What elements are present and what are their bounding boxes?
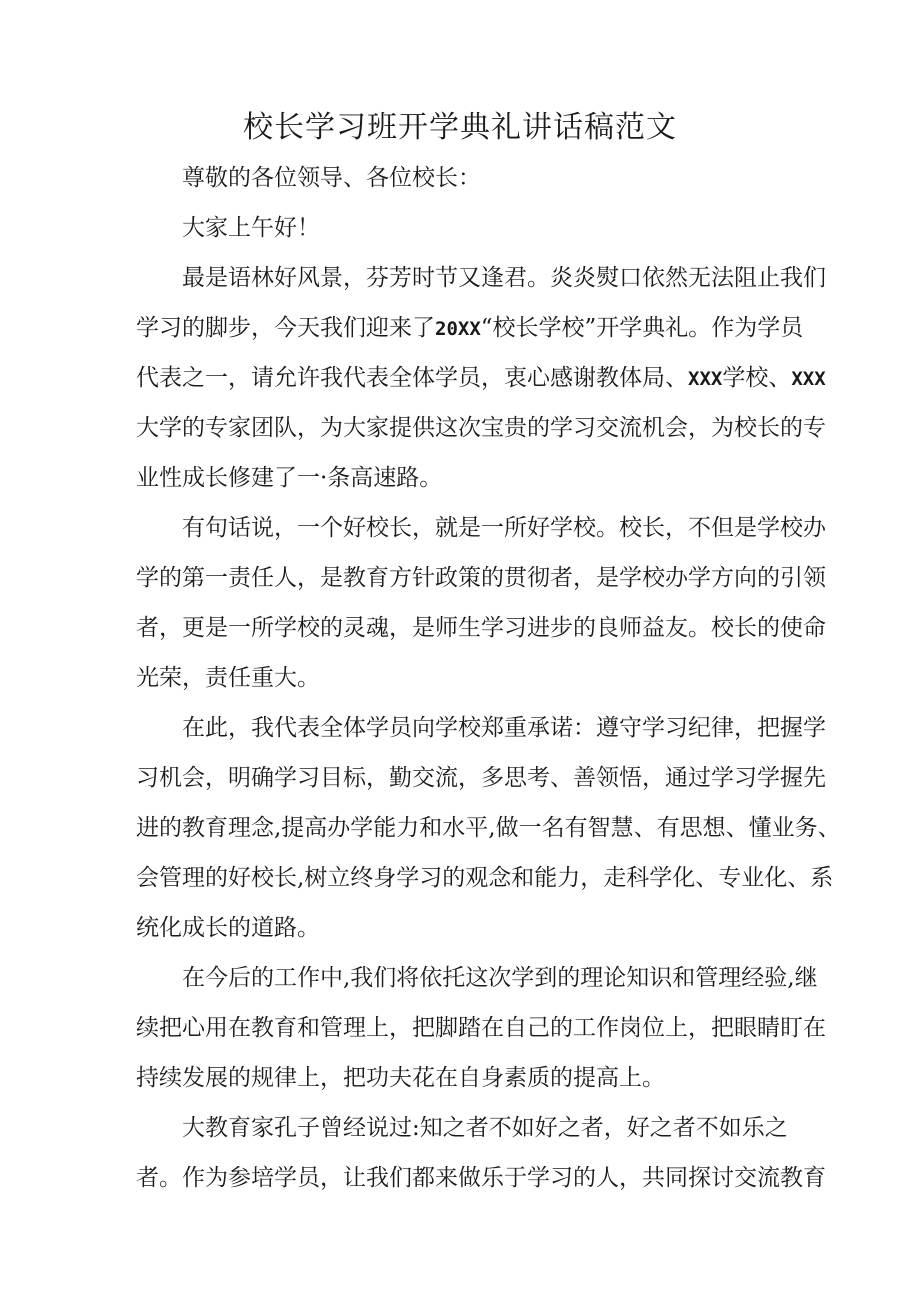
paragraph-4-line-1: 在今后的工作中,我们将依托这次学到的理论知识和管理经验,继 [182, 965, 818, 991]
paragraph-3-line-1: 在此，我代表全体学员向学校郑重承诺：遵守学习纪律，把握学 [182, 715, 826, 741]
paragraph-1-line-4: 大学的专家团队，为大家提供这次宝贵的学习交流机会，为校长的专 [136, 415, 826, 441]
paragraph-3-line-2: 习机会，明确学习目标，勤交流，多思考、善领悟，通过学习学握先 [136, 765, 826, 791]
paragraph-1-line-3-part-1: 代表之一，请允许我代表全体学员，衷心感谢教体局、 [136, 365, 688, 391]
paragraph-3-line-4: 会管理的好校长,树立终身学习的观念和能力，走科学化、专业化、系 [136, 865, 834, 891]
greeting: 大家上午好！ [182, 215, 320, 241]
paragraph-1-line-5: 业性成长修建了一·条高速路。 [136, 465, 443, 491]
paragraph-4-line-2: 续把心用在教育和管理上，把脚踏在自己的工作岗位上，把眼睛盯在 [136, 1015, 826, 1041]
document-title: 校长学习班开学典礼讲话稿范文 [243, 110, 677, 145]
school-placeholder: XXX [688, 368, 723, 390]
paragraph-3-line-5: 统化成长的道路。 [136, 915, 320, 941]
paragraph-1-line-2 [136, 312, 804, 345]
paragraph-2-line-2: 学的第一责任人，是教育方针政策的贯彻者，是学校办学方向的引领 [136, 565, 826, 591]
university-placeholder: XXX [791, 368, 826, 390]
paragraph-3-line-3: 进的教育理念,提高办学能力和水平,做一名有智慧、有思想、懂业务、 [136, 815, 841, 841]
paragraph-4-line-3: 持续发展的规律上，把功夫花在自身素质的提高上。 [136, 1065, 665, 1091]
paragraph-1-line-1: 最是语林好风景，芬芳时节又逢君。炎炎熨口依然无法阻止我们 [182, 265, 826, 291]
paragraph-1-line-2-part-1: 学习的脚步，今天我们迎来了 [136, 315, 435, 341]
paragraph-5-line-2: 者。作为参培学员，让我们都来做乐于学习的人，共同探讨交流教育 [136, 1165, 826, 1191]
paragraph-2-line-3: 者，更是一所学校的灵魂，是师生学习进步的良师益友。校长的使命 [136, 615, 826, 641]
salutation: 尊敬的各位领导、各位校长： [182, 165, 481, 191]
paragraph-2-line-4: 光荣，责任重大。 [136, 665, 320, 691]
paragraph-1-line-3 [136, 362, 826, 395]
paragraph-5-line-1: 大教育家孔子曾经说过:知之者不如好之者，好之者不如乐之 [182, 1115, 788, 1141]
year-placeholder: 20XX [435, 318, 481, 340]
paragraph-2-line-1: 有句话说，一个好校长，就是一所好学校。校长，不但是学校办 [182, 515, 826, 541]
paragraph-1-line-2-part-2: “校长学校”开学典礼。作为学员 [480, 315, 804, 341]
paragraph-1-line-3-part-2: 学校、 [722, 365, 792, 391]
